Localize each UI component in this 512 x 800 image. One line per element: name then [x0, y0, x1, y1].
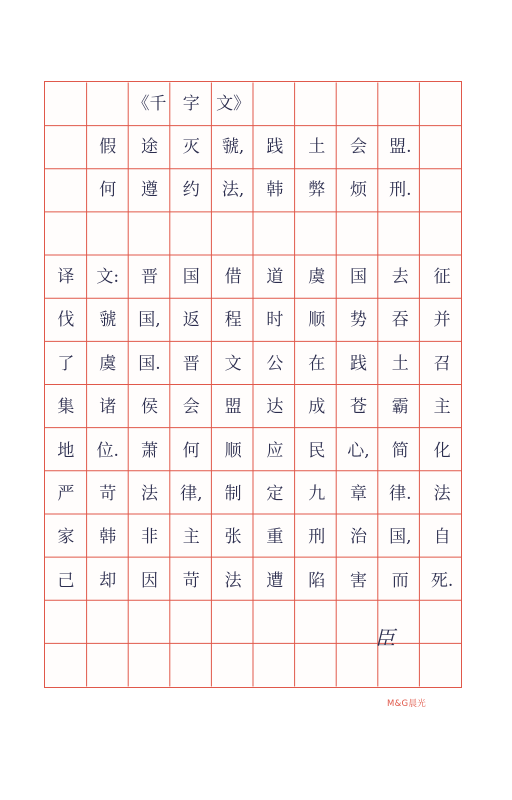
grid-cell: 了 [57, 353, 75, 374]
text-line [45, 566, 463, 596]
text-line [45, 175, 463, 205]
text-line [45, 522, 463, 552]
grid-cell [129, 652, 171, 682]
grid-cell [296, 652, 338, 682]
grid-cell [379, 89, 421, 119]
grid-cell: 法 [224, 570, 242, 591]
grid-cell: 律, [180, 483, 203, 504]
writing-sheet [44, 81, 462, 688]
grid-cell: 死. [430, 570, 454, 591]
grid-cell [45, 89, 87, 119]
grid-cell: 文: [96, 267, 120, 288]
grid-cell: 章 [349, 483, 367, 504]
text-line [45, 132, 463, 162]
grid-cell: 己 [57, 570, 75, 591]
grid-cell: 时 [266, 310, 284, 331]
grid-cell: 诸 [99, 397, 117, 418]
grid-cell: 途 [140, 137, 158, 158]
grid-cell: 返 [182, 310, 200, 331]
grid-cell [170, 652, 212, 682]
grid-cell [254, 219, 296, 249]
text-line [45, 652, 463, 682]
grid-cell [421, 609, 463, 639]
grid-cell: 践 [266, 137, 284, 158]
grid-cell: 家 [57, 527, 75, 548]
grid-cell: 盟 [224, 397, 242, 418]
grid-cell [87, 609, 129, 639]
grid-cell: 治 [349, 527, 367, 548]
grid-cell: 刑 [308, 527, 326, 548]
text-line [45, 392, 463, 422]
grid-cell: 字 [182, 93, 200, 114]
text-line [45, 89, 463, 119]
grid-cell [296, 219, 338, 249]
grid-cell: 害 [349, 570, 367, 591]
grid-cell [87, 89, 129, 119]
grid-cell [421, 219, 463, 249]
grid-lines [45, 82, 461, 687]
grid-cell [170, 609, 212, 639]
grid-cell: 虢 [99, 310, 117, 331]
grid-cell: 却 [99, 570, 117, 591]
signature: 臣 [375, 626, 395, 650]
grid-cell: 土 [308, 137, 326, 158]
grid-cell: 在 [308, 353, 326, 374]
grid-cell: 九 [308, 483, 326, 504]
grid-cell [254, 609, 296, 639]
grid-cell: 土 [391, 353, 409, 374]
grid-cell: 借 [224, 267, 242, 288]
grid-cell [421, 89, 463, 119]
grid-cell: 苍 [349, 397, 367, 418]
grid-cell: 张 [224, 527, 242, 548]
grid-cell [212, 609, 254, 639]
grid-cell: 非 [140, 527, 158, 548]
grid-cell [338, 609, 380, 639]
grid-cell [421, 652, 463, 682]
grid-cell [45, 175, 87, 205]
grid-cell: 苛 [182, 570, 200, 591]
grid-cell: 苛 [99, 483, 117, 504]
grid-cell: 位. [96, 440, 119, 461]
grid-cell: 译 [57, 267, 75, 288]
grid-cell: 国. [138, 353, 161, 374]
grid-cell: 主 [182, 527, 200, 548]
grid-cell: 萧 [140, 440, 158, 461]
grid-cell: 顺 [224, 440, 242, 461]
grid-cell: 法, [221, 180, 245, 201]
grid-cell: 法 [140, 483, 158, 504]
brand-logo: M&G晨光 [387, 699, 427, 709]
grid-cell: 何 [182, 440, 200, 461]
grid-cell [212, 652, 254, 682]
grid-cell: 弊 [308, 180, 326, 201]
grid-cell [296, 609, 338, 639]
grid-cell: 主 [433, 397, 451, 418]
grid-cell [379, 652, 421, 682]
grid-cell [421, 175, 463, 205]
grid-cell: 刑. [389, 180, 412, 201]
grid-cell: 程 [224, 310, 242, 331]
grid-cell: 顺 [308, 310, 326, 331]
grid-cell: 去 [391, 267, 409, 288]
grid-cell: 晋 [182, 353, 200, 374]
grid-cell: 道 [266, 267, 284, 288]
grid-cell [45, 652, 87, 682]
grid-cell: 召 [433, 353, 451, 374]
text-line [45, 305, 463, 335]
grid-cell: 化 [433, 440, 451, 461]
grid-cell: 国 [349, 267, 367, 288]
grid-cell: 法 [433, 483, 451, 504]
grid-cell: 陷 [308, 570, 326, 591]
text-line [45, 219, 463, 249]
grid-cell [212, 219, 254, 249]
grid-cell: 并 [433, 310, 451, 331]
grid-cell: 集 [57, 397, 75, 418]
grid-cell [45, 609, 87, 639]
grid-cell: 吞 [391, 310, 409, 331]
grid-cell [338, 652, 380, 682]
grid-cell: 公 [266, 353, 284, 374]
grid-cell [338, 219, 380, 249]
grid-cell [379, 219, 421, 249]
text-line [45, 436, 463, 466]
grid-cell: 国, [389, 527, 412, 548]
text-line [45, 479, 463, 509]
grid-cell: 盟. [389, 137, 412, 158]
grid-cell: 约 [182, 180, 200, 201]
grid-cell: 虞 [99, 353, 117, 374]
grid-cell: 假 [99, 137, 117, 158]
grid-cell [45, 219, 87, 249]
grid-cell [421, 132, 463, 162]
grid-cell: 何 [99, 180, 117, 201]
grid-cell [338, 89, 380, 119]
grid-cell [87, 652, 129, 682]
grid-cell: 应 [266, 440, 284, 461]
grid-cell: 虞 [308, 267, 326, 288]
grid-cell [254, 89, 296, 119]
grid-cell: 霸 [391, 397, 409, 418]
grid-cell: 国, [138, 310, 161, 331]
grid-cell [129, 609, 171, 639]
grid-cell [296, 89, 338, 119]
grid-cell: 遭 [266, 570, 284, 591]
grid-cell: 重 [266, 527, 284, 548]
grid-cell: 律. [389, 483, 412, 504]
grid-cell: 晋 [140, 267, 158, 288]
grid-cell: 因 [140, 570, 158, 591]
grid-cell: 而 [391, 570, 409, 591]
grid-cell [254, 652, 296, 682]
grid-cell: 定 [266, 483, 284, 504]
grid-cell: 自 [433, 527, 451, 548]
grid-cell: 韩 [99, 527, 117, 548]
grid-cell [170, 219, 212, 249]
grid-cell: 民 [308, 440, 326, 461]
grid-cell: 《千 [132, 93, 167, 114]
text-line [45, 349, 463, 379]
grid-cell: 文 [224, 353, 242, 374]
grid-cell: 制 [224, 483, 242, 504]
grid-cell [87, 219, 129, 249]
grid-cell [45, 132, 87, 162]
grid-cell: 侯 [140, 397, 158, 418]
grid-cell: 会 [349, 137, 367, 158]
grid-cell: 成 [308, 397, 326, 418]
grid-cell: 征 [433, 267, 451, 288]
grid-cell: 严 [57, 483, 75, 504]
grid-cell: 韩 [266, 180, 284, 201]
grid-cell: 文》 [216, 93, 251, 114]
grid-cell: 践 [349, 353, 367, 374]
grid-cell: 心, [347, 440, 370, 461]
grid-cell: 灭 [182, 137, 200, 158]
grid-cell: 国 [182, 267, 200, 288]
grid-cell: 烦 [349, 180, 367, 201]
grid-cell: 虢, [221, 137, 245, 158]
grid-cell: 地 [57, 440, 75, 461]
text-line [45, 262, 463, 292]
grid-cell: 势 [349, 310, 367, 331]
grid-cell: 会 [182, 397, 200, 418]
grid-cell: 遵 [140, 180, 158, 201]
text-line [45, 609, 463, 639]
grid-cell [129, 219, 171, 249]
grid-cell: 简 [391, 440, 409, 461]
grid-cell: 达 [266, 397, 284, 418]
grid-cell: 伐 [57, 310, 75, 331]
